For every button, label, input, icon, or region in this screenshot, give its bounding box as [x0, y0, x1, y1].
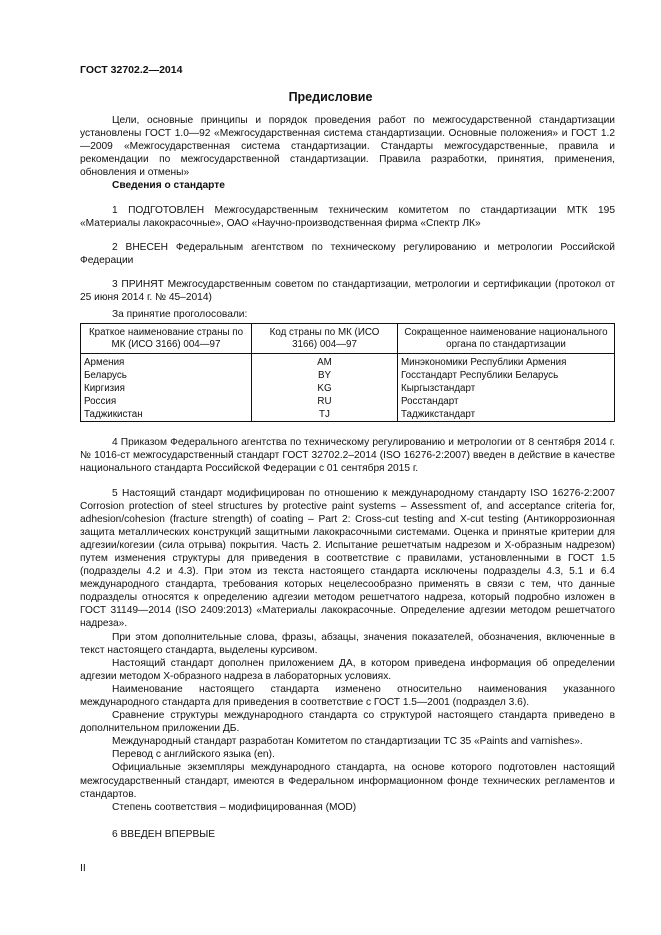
national-body: Кыргызстандарт	[398, 382, 615, 395]
header-country-name: Краткое наименование страны по МК (ИСО 3166) 004—97	[81, 324, 252, 354]
country-code: KG	[252, 382, 398, 395]
country-name: Таджикистан	[81, 408, 252, 422]
table-row	[81, 369, 615, 382]
intro-paragraph: Цели, основные принципы и порядок проведения работ по межгосударственной стандартизации установлены ГОСТ 1.0—92 «Межгосударственная система стандартизации. Основные положения» и ГОСТ 1.2—2009 «Межгосударственная система стандартизации. Стандарты межгосударственные, правила и рекомендации по межгосударственной стандартизации. Правила разработки, принятия, применения, обновления и отмены»	[80, 115, 615, 179]
item-5-translation-note: Перевод с английского языка (en).	[112, 749, 275, 761]
country-name: Россия	[81, 395, 252, 408]
country-name: Киргизия	[81, 382, 252, 395]
item-5-title-change-note: Наименование настоящего стандарта изменено относительно наименования указанного международного стандарта для приведения в соответствие с ГОСТ 1.5—2001 (подраздел 3.6).	[80, 683, 615, 708]
vote-table-header-row	[81, 324, 615, 354]
national-body: Росстандарт	[398, 395, 615, 408]
country-code: TJ	[252, 408, 398, 422]
table-row	[81, 382, 615, 395]
page-title: Предисловие	[288, 90, 373, 104]
country-code: AM	[252, 354, 398, 370]
standard-code-header: ГОСТ 32702.2—2014	[80, 64, 183, 76]
item-5-additions-note: При этом дополнительные слова, фразы, абзацы, значения показателей, обозначения, включенные в текст настоящего стандарта, выделены курсивом.	[80, 631, 615, 656]
country-code: BY	[252, 369, 398, 382]
item-5-copies-note: Официальные экземпляры международного стандарта, на основе которого подготовлен настоящий межгосударственный стандарт, имеются в Федеральном информационном фонде технических регламентов и стандартов.	[80, 762, 615, 800]
item-5-structure-note: Сравнение структуры международного стандарта со структурой настоящего стандарта приведено в дополнительном приложении ДБ.	[80, 710, 615, 735]
item-3: 3 ПРИНЯТ Межгосударственным советом по стандартизации, метрологии и сертификации (протокол от 25 июня 2014 г. № 45–2014)	[80, 278, 615, 304]
national-body: Таджикстандарт	[398, 408, 615, 422]
country-name: Беларусь	[81, 369, 252, 382]
item-2: 2 ВНЕСЕН Федеральным агентством по техническому регулированию и метрологии Российской Федерации	[80, 241, 615, 266]
table-row	[81, 354, 615, 370]
document-body	[80, 114, 615, 841]
item-5-annex-note: Настоящий стандарт дополнен приложением ДА, в котором приведена информация об определении адгезии методом Х-образного надреза в лабораторных условиях.	[80, 657, 615, 682]
vote-table	[80, 323, 615, 422]
item-5-committee-note: Международный стандарт разработан Комитетом по стандартизации ТС 35 «Paints and varnishes».	[112, 736, 583, 748]
item-5: 5 Настоящий стандарт модифицирован по отношению к международному стандарту ISO 16276-2:2007 Corrosion protection of steel structures by protective paint systems – Assessment of, and acceptance criteria for, adhesion/cohesion (fracture strength) of coating – Part 2: Cross-cut testing and X-cut testing (Антикоррозионная защита металлических конструкций защитными лакокрасочными системами. Оценка и принятые критерии для адгезии/когезии (сила отрыва) покрытия. Часть 2. Испытание решетчатым надрезом и Х-образным надрезом) путем изменения структуры для приведения в соответствие с правилами, установленными в ГОСТ 1.5 (подразделы 4.2 и 4.3). При этом из текста настоящего стандарта исключены подразделы 4.3, 5.1 и 6.4 международного стандарта, требования которых нецелесообразно применять в связи с тем, что данные подразделы относятся к определению адгезии методом решетчатого надреза, который подробно изложен в ГОСТ 31149—2014 (ISO 2409:2013) «Материалы лакокрасочные. Определение адгезии методом решетчатого надреза».	[80, 487, 615, 630]
page-number: II	[80, 862, 86, 874]
item-1: 1 ПОДГОТОВЛЕН Межгосударственным техническим комитетом по стандартизации МТК 195 «Материалы лакокрасочные», ОАО «Научно-производственная фирма «Спектр ЛК»	[80, 204, 615, 229]
section-heading: Сведения о стандарте	[112, 180, 225, 192]
table-row	[81, 395, 615, 408]
national-body: Госстандарт Республики Беларусь	[398, 369, 615, 382]
country-code: RU	[252, 395, 398, 408]
country-name: Армения	[81, 354, 252, 370]
national-body: Минэкономики Республики Армения	[398, 354, 615, 370]
header-country-code: Код страны по МК (ИСО 3166) 004—97	[252, 324, 398, 354]
header-national-body: Сокращенное наименование национального органа по стандартизации	[398, 324, 615, 354]
item-4: 4 Приказом Федерального агентства по техническому регулированию и метрологии от 8 сентября 2014 г. № 1016-ст межгосударственный стандарт ГОСТ 32702.2–2014 (ISO 16276-2:2007) введен в действие в качестве национального стандарта Российской Федерации с 01 сентября 2015 г.	[80, 437, 615, 475]
table-row	[81, 408, 615, 422]
vote-label: За принятие проголосовали:	[112, 309, 248, 321]
item-5-degree-note: Степень соответствия – модифицированная (MOD)	[112, 801, 357, 813]
item-6: 6 ВВЕДЕН ВПЕРВЫЕ	[112, 828, 216, 840]
